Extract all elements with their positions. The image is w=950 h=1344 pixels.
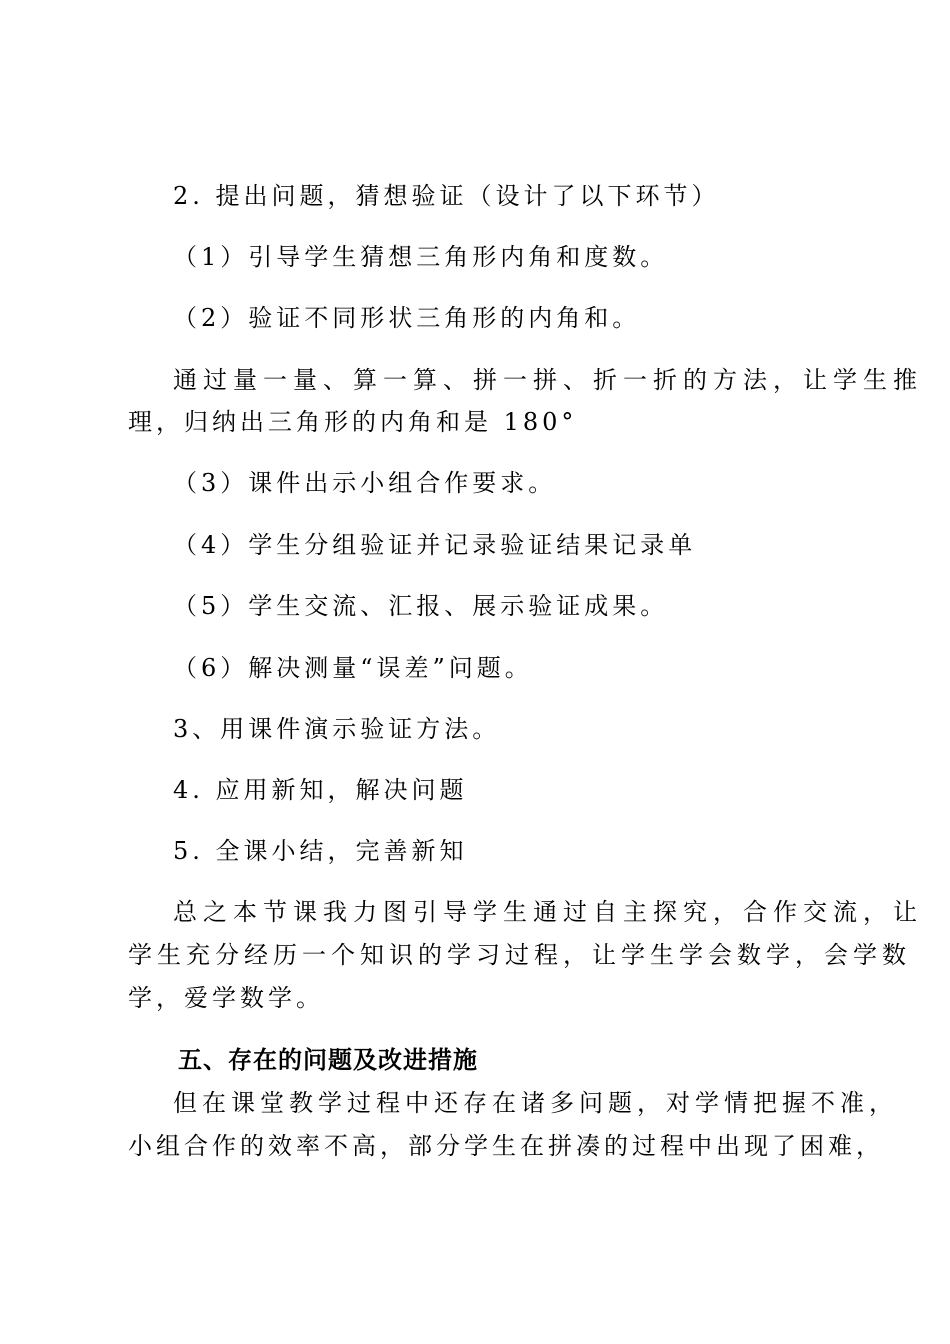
step-3-line: 3、用课件演示验证方法。 [173, 715, 501, 743]
section-heading: 五、存在的问题及改进措施 [178, 1046, 478, 1074]
problems-paragraph-line-2: 小组合作的效率不高，部分学生在拼凑的过程中出现了困难， [128, 1132, 884, 1160]
paragraph-method-line-1: 通过量一量、算一算、拼一拼、折一折的方法，让学生推 [173, 366, 923, 394]
substep-6-line: （6）解决测量“误差”问题。 [173, 654, 533, 682]
step-2-line: 2. 提出问题，猜想验证（设计了以下环节） [173, 182, 720, 210]
step-5-line: 5. 全课小结，完善新知 [173, 837, 468, 865]
substep-2-line: （2）验证不同形状三角形的内角和。 [173, 304, 641, 332]
summary-paragraph-line-3: 学，爱学数学。 [128, 984, 324, 1012]
substep-4-line: （4）学生分组验证并记录验证结果记录单 [173, 531, 697, 559]
substep-3-line: （3）课件出示小组合作要求。 [173, 469, 557, 497]
paragraph-method-line-2: 理，归纳出三角形的内角和是 180° [128, 408, 578, 436]
substep-5-line: （5）学生交流、汇报、展示验证成果。 [173, 592, 669, 620]
step-4-line: 4. 应用新知，解决问题 [173, 776, 468, 804]
substep-1-line: （1）引导学生猜想三角形内角和度数。 [173, 243, 669, 271]
summary-paragraph-line-1: 总之本节课我力图引导学生通过自主探究，合作交流，让 [173, 898, 923, 926]
problems-paragraph-line-1: 但在课堂教学过程中还存在诸多问题，对学情把握不准， [173, 1089, 898, 1117]
summary-paragraph-line-2: 学生充分经历一个知识的学习过程，让学生学会数学，会学数 [128, 941, 911, 969]
